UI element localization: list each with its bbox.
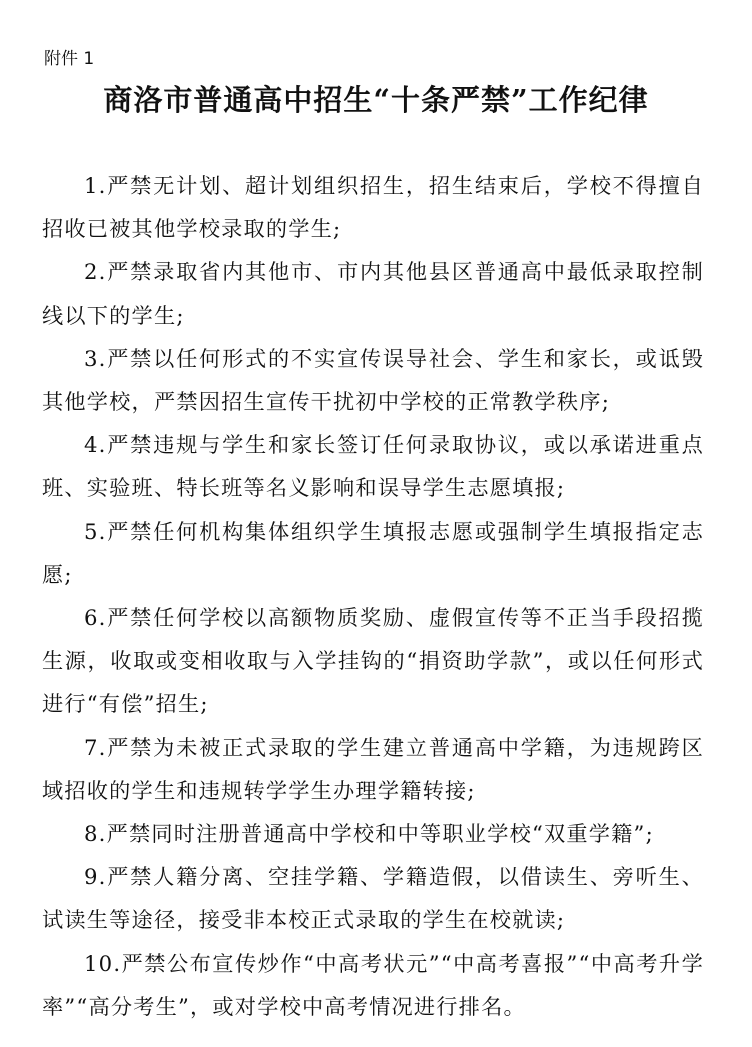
rule-item-1: 1.严禁无计划、超计划组织招生，招生结束后，学校不得擅自招收已被其他学校录取的学生; [42, 173, 704, 242]
rule-item-5: 5.严禁任何机构集体组织学生填报志愿或强制学生填报指定志愿; [42, 518, 704, 587]
rules-list [42, 164, 704, 1028]
document-title: 商洛市普通高中招生“十条严禁”工作纪律 [103, 83, 649, 117]
rule-item-6: 6.严禁任何学校以高额物质奖励、虚假宣传等不正当手段招揽生源，收取或变相收取与入学挂钩的“捐资助学款”，或以任何形式进行“有偿”招生; [42, 605, 704, 717]
rule-item-2: 2.严禁录取省内其他市、市内其他县区普通高中最低录取控制线以下的学生; [42, 259, 704, 328]
rule-item-10: 10.严禁公布宣传炒作“中高考状元”“中高考喜报”“中高考升学率”“高分考生”，或对学校中高考情况进行排名。 [42, 950, 704, 1019]
attachment-label: 附件 1 [44, 49, 95, 69]
rule-item-9: 9.严禁人籍分离、空挂学籍、学籍造假，以借读生、旁听生、试读生等途径，接受非本校正式录取的学生在校就读; [42, 864, 704, 933]
rule-item-8: 8.严禁同时注册普通高中学校和中等职业学校“双重学籍”; [84, 821, 654, 847]
rule-item-3: 3.严禁以任何形式的不实宣传误导社会、学生和家长，或诋毁其他学校，严禁因招生宣传干扰初中学校的正常教学秩序; [42, 345, 704, 415]
rule-item-7: 7.严禁为未被正式录取的学生建立普通高中学籍，为违规跨区域招收的学生和违规转学学生办理学籍转接; [42, 734, 704, 803]
rule-item-4: 4.严禁违规与学生和家长签订任何录取协议，或以承诺进重点班、实验班、特长班等名义影响和误导学生志愿填报; [42, 432, 704, 501]
